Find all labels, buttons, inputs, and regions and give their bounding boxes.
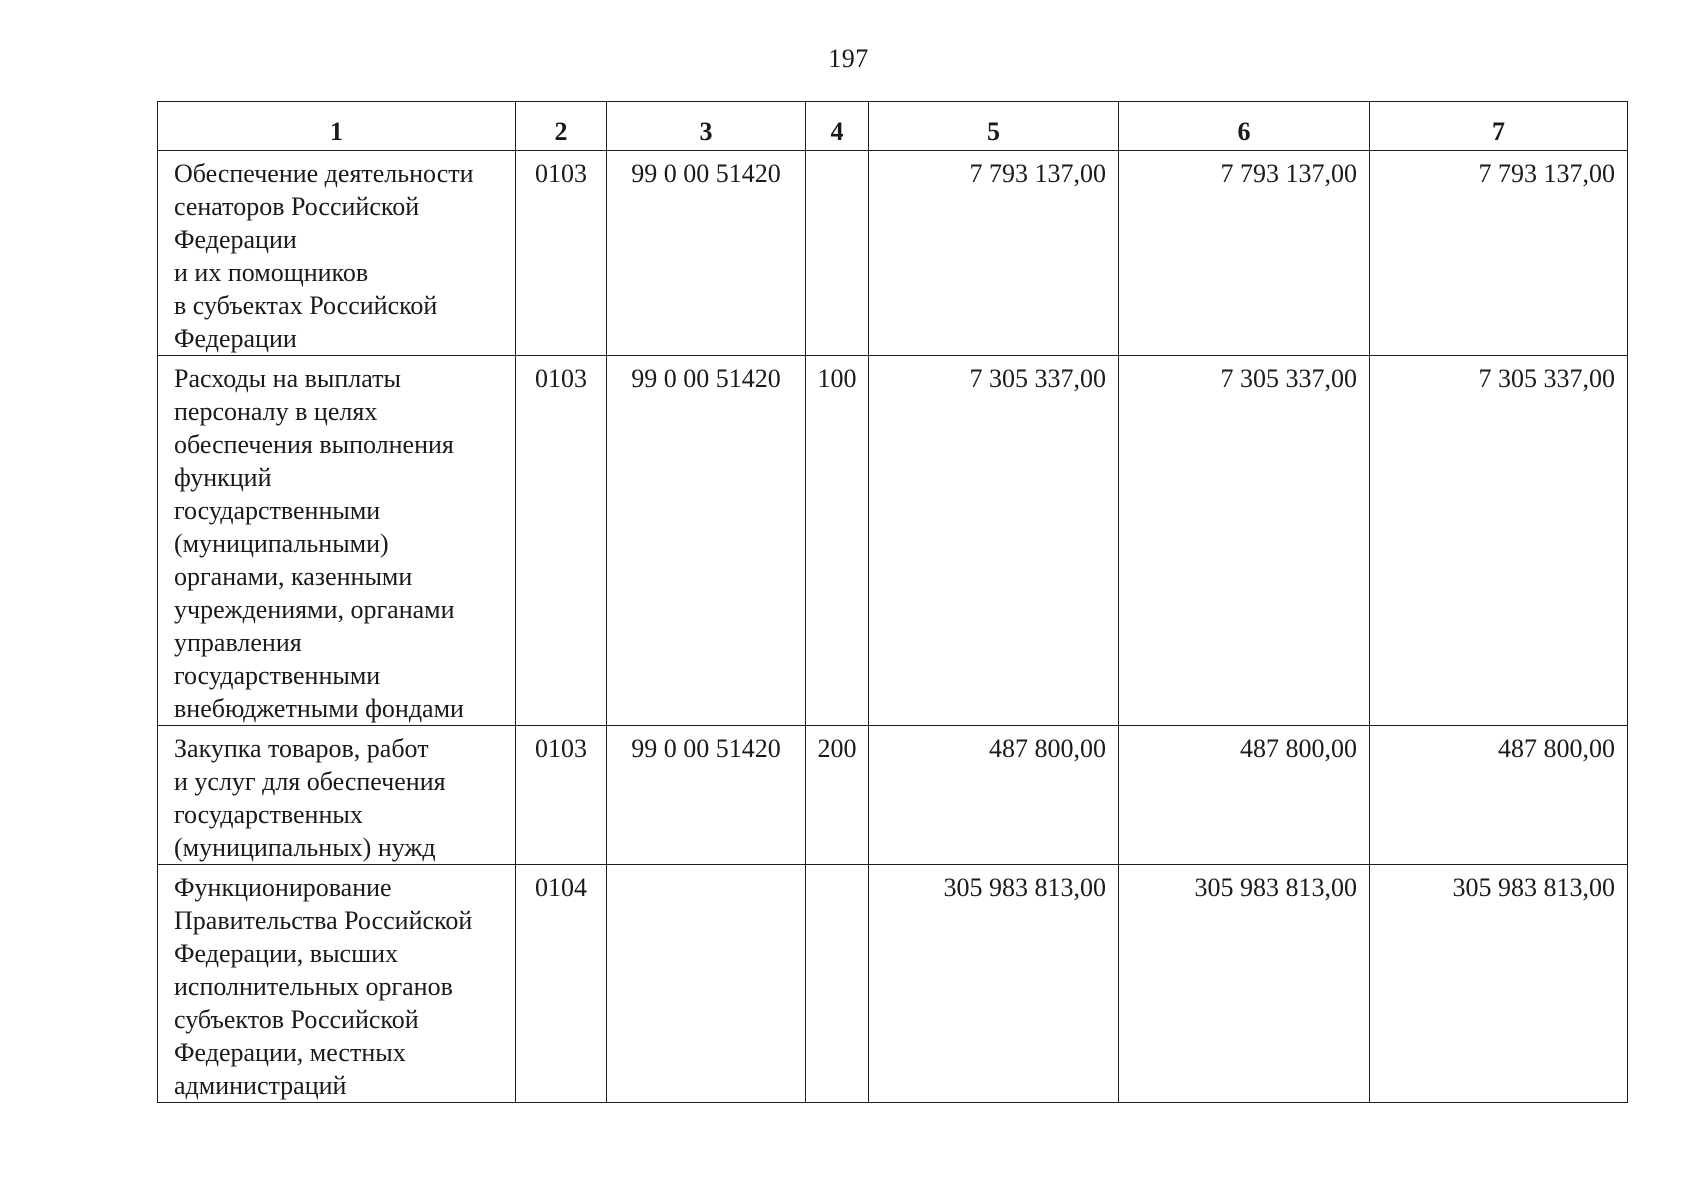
amount-cell-5: 7 305 337,00 <box>869 356 1119 726</box>
page-number: 197 <box>828 44 869 73</box>
table-header <box>158 102 1628 151</box>
section-code-cell: 0103 <box>516 356 607 726</box>
column-header-6: 6 <box>1119 102 1370 151</box>
amount-cell-5: 305 983 813,00 <box>869 865 1119 1103</box>
amount-cell-7: 305 983 813,00 <box>1370 865 1628 1103</box>
section-code-cell: 0103 <box>516 151 607 356</box>
expense-type-cell <box>806 151 869 356</box>
table-row <box>158 151 1628 356</box>
amount-cell-5: 7 793 137,00 <box>869 151 1119 356</box>
target-article-cell: 99 0 00 51420 <box>607 726 806 865</box>
row-name-cell: Закупка товаров, работ и услуг для обеспечения государственных (муниципальных) нужд <box>158 726 516 865</box>
expense-type-cell: 100 <box>806 356 869 726</box>
table-body <box>158 151 1628 1103</box>
amount-cell-6: 7 793 137,00 <box>1119 151 1370 356</box>
column-header-3: 3 <box>607 102 806 151</box>
column-header-5: 5 <box>869 102 1119 151</box>
header-row <box>158 102 1628 151</box>
section-code-cell: 0104 <box>516 865 607 1103</box>
target-article-cell: 99 0 00 51420 <box>607 151 806 356</box>
row-name-cell: Обеспечение деятельности сенаторов Российской Федерации и их помощников в субъектах Российской Федерации <box>158 151 516 356</box>
row-name-cell: Расходы на выплаты персоналу в целях обеспечения выполнения функций государственными (муниципальными) органами, казенными учреждениями, органами управления государственными внебюджетными фондами <box>158 356 516 726</box>
amount-cell-7: 487 800,00 <box>1370 726 1628 865</box>
budget-table <box>157 101 1628 1103</box>
table-row <box>158 356 1628 726</box>
column-header-2: 2 <box>516 102 607 151</box>
amount-cell-6: 305 983 813,00 <box>1119 865 1370 1103</box>
amount-cell-6: 487 800,00 <box>1119 726 1370 865</box>
amount-cell-6: 7 305 337,00 <box>1119 356 1370 726</box>
section-code-cell: 0103 <box>516 726 607 865</box>
table-row <box>158 865 1628 1103</box>
target-article-cell: 99 0 00 51420 <box>607 356 806 726</box>
expense-type-cell: 200 <box>806 726 869 865</box>
amount-cell-5: 487 800,00 <box>869 726 1119 865</box>
column-header-1: 1 <box>158 102 516 151</box>
target-article-cell <box>607 865 806 1103</box>
row-name-cell: Функционирование Правительства Российской Федерации, высших исполнительных органов субъектов Российской Федерации, местных администраций <box>158 865 516 1103</box>
column-header-4: 4 <box>806 102 869 151</box>
amount-cell-7: 7 793 137,00 <box>1370 151 1628 356</box>
column-header-7: 7 <box>1370 102 1628 151</box>
expense-type-cell <box>806 865 869 1103</box>
table-row <box>158 726 1628 865</box>
amount-cell-7: 7 305 337,00 <box>1370 356 1628 726</box>
